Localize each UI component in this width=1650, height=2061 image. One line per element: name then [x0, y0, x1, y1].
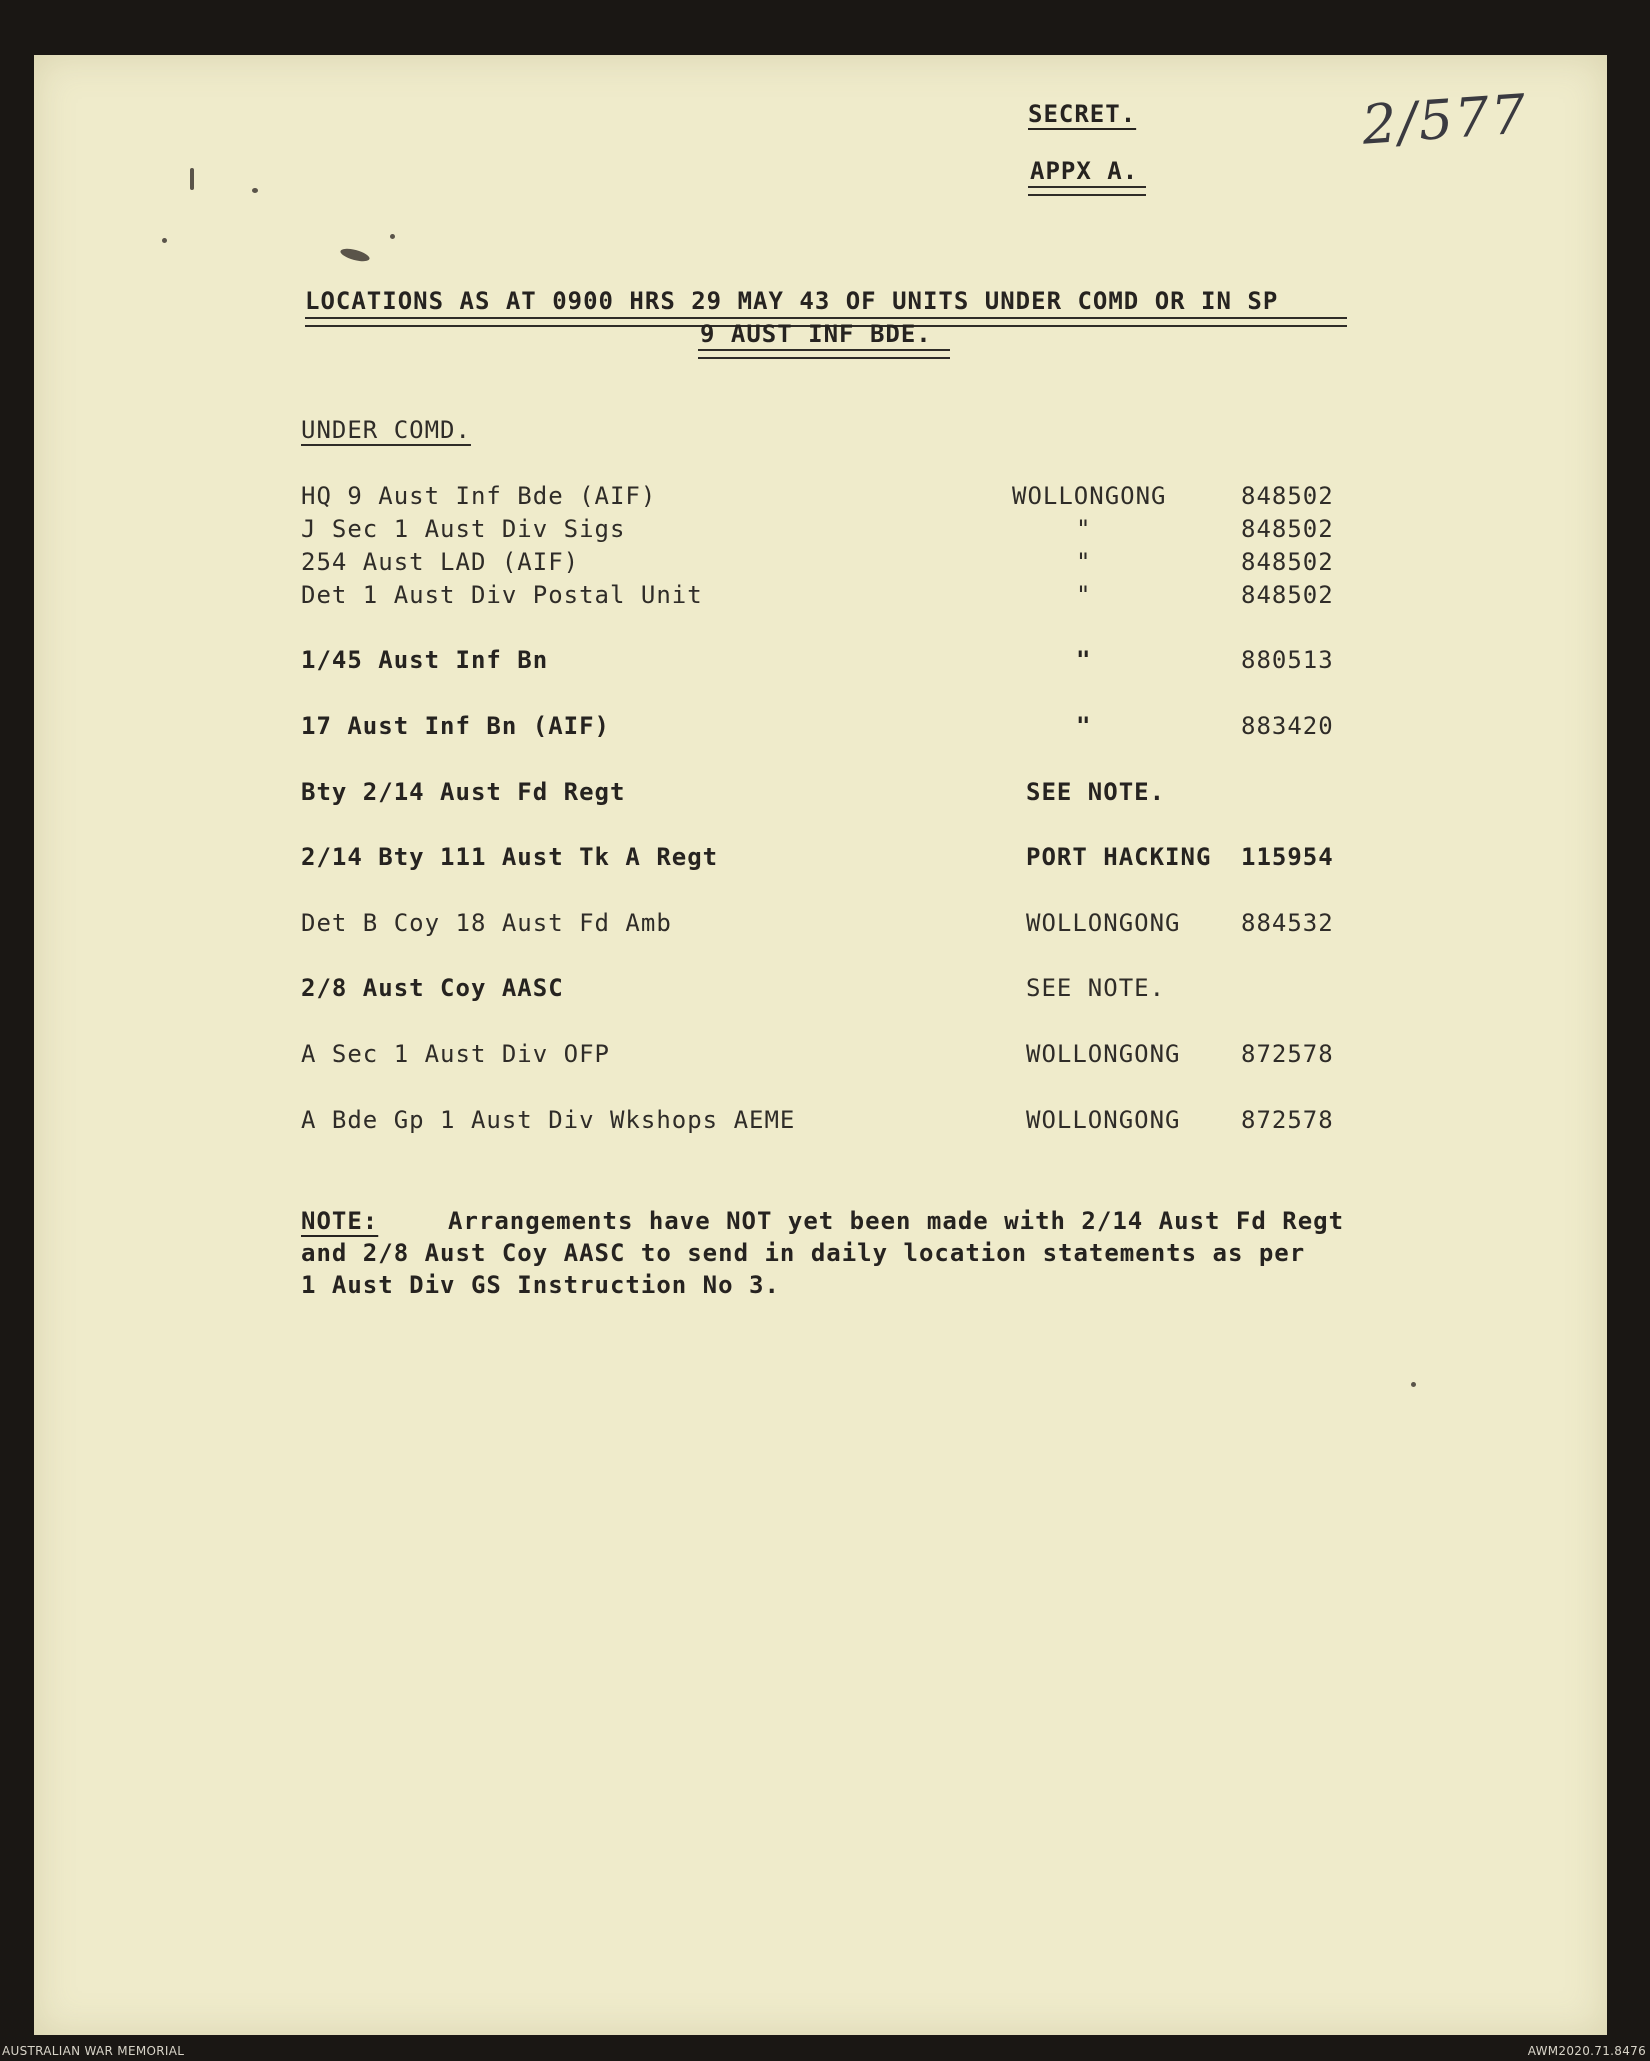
table-row — [0, 1040, 1650, 1074]
appendix-label: APPX A. — [1030, 157, 1139, 185]
unit-location: SEE NOTE. — [1026, 974, 1166, 1002]
title-underline-2 — [698, 349, 950, 359]
grid-reference: 848502 — [1241, 482, 1334, 510]
table-row — [0, 515, 1650, 549]
unit-location: " — [1076, 515, 1092, 543]
table-row — [0, 909, 1650, 943]
appendix-underline — [1028, 186, 1146, 196]
table-row — [0, 581, 1650, 615]
grid-reference: 883420 — [1241, 712, 1334, 740]
unit-name: HQ 9 Aust Inf Bde (AIF) — [301, 482, 657, 510]
grid-reference: 872578 — [1241, 1040, 1334, 1068]
unit-location: " — [1076, 581, 1092, 609]
unit-location: WOLLONGONG — [1026, 909, 1181, 937]
unit-name: 254 Aust LAD (AIF) — [301, 548, 580, 576]
table-row — [0, 712, 1650, 746]
table-row — [0, 974, 1650, 1008]
unit-name: 17 Aust Inf Bn (AIF) — [301, 712, 610, 740]
paper-mark — [390, 234, 395, 239]
unit-name: 2/8 Aust Coy AASC — [301, 974, 564, 1002]
grid-reference: 848502 — [1241, 515, 1334, 543]
unit-name: 2/14 Bty 111 Aust Tk A Regt — [301, 843, 719, 871]
unit-name: A Sec 1 Aust Div OFP — [301, 1040, 610, 1068]
grid-reference: 884532 — [1241, 909, 1334, 937]
unit-name: Det B Coy 18 Aust Fd Amb — [301, 909, 672, 937]
handwritten-reference: 2/577 — [1360, 82, 1530, 157]
document-title-line-2: 9 AUST INF BDE. — [700, 320, 932, 348]
unit-location: WOLLONGONG — [1026, 1106, 1181, 1134]
grid-reference: 115954 — [1241, 843, 1334, 871]
table-row — [0, 1106, 1650, 1140]
paper-mark — [252, 188, 258, 193]
grid-reference: 872578 — [1241, 1106, 1334, 1134]
unit-name: J Sec 1 Aust Div Sigs — [301, 515, 626, 543]
note-line-3: 1 Aust Div GS Instruction No 3. — [301, 1271, 780, 1299]
grid-reference: 848502 — [1241, 581, 1334, 609]
note-line-2: and 2/8 Aust Coy AASC to send in daily location statements as per — [301, 1239, 1306, 1267]
unit-location: " — [1076, 712, 1092, 740]
unit-location: WOLLONGONG — [1026, 1040, 1181, 1068]
unit-location: WOLLONGONG — [1012, 482, 1167, 510]
unit-location: SEE NOTE. — [1026, 778, 1166, 806]
table-row — [0, 646, 1650, 680]
classification-label: SECRET. — [1028, 100, 1137, 128]
table-row — [0, 778, 1650, 812]
table-row — [0, 548, 1650, 582]
note-label: NOTE: — [301, 1207, 379, 1235]
paper-mark — [162, 238, 167, 243]
unit-name: A Bde Gp 1 Aust Div Wkshops AEME — [301, 1106, 796, 1134]
unit-location: PORT HACKING — [1026, 843, 1212, 871]
archive-credit: AUSTRALIAN WAR MEMORIAL — [2, 2044, 185, 2058]
paper-mark — [1411, 1382, 1416, 1387]
document-title-line-1: LOCATIONS AS AT 0900 HRS 29 MAY 43 OF UNITS UNDER COMD OR IN SP — [305, 287, 1279, 315]
section-heading: UNDER COMD. — [301, 416, 471, 444]
archive-item-id: AWM2020.71.8476 — [1527, 2044, 1646, 2058]
unit-location: " — [1076, 646, 1092, 674]
note-line-1: Arrangements have NOT yet been made with 2/14 Aust Fd Regt — [448, 1207, 1345, 1235]
unit-location: " — [1076, 548, 1092, 576]
unit-name: Bty 2/14 Aust Fd Regt — [301, 778, 626, 806]
grid-reference: 880513 — [1241, 646, 1334, 674]
unit-name: Det 1 Aust Div Postal Unit — [301, 581, 703, 609]
paper-mark — [190, 168, 194, 190]
table-row — [0, 843, 1650, 877]
table-row — [0, 482, 1650, 516]
unit-name: 1/45 Aust Inf Bn — [301, 646, 549, 674]
grid-reference: 848502 — [1241, 548, 1334, 576]
